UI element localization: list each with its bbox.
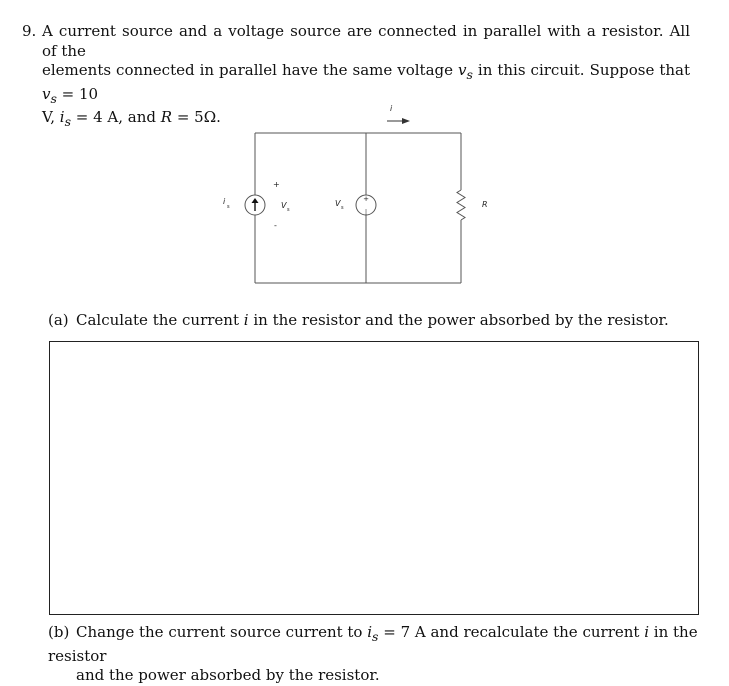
part-a-label: (a)	[48, 311, 69, 329]
var-i: i	[243, 311, 249, 329]
var-i-b: i	[644, 623, 650, 641]
part-b-line-2: and the power absorbed by the resistor.	[76, 666, 380, 684]
var-is-b: $i_s$	[367, 623, 379, 644]
is-label: i	[223, 197, 226, 206]
part-b-line-1: (b) Change the current source current to $i_s = 7$ A and recalculate the current i in the resistor	[48, 623, 698, 665]
vs-plus-label: +	[273, 180, 280, 189]
current-arrow-icon	[387, 118, 410, 124]
resistor-icon	[457, 190, 465, 220]
vs-label-left-sub: s	[287, 207, 290, 213]
question-line-3: V, $i_s = 4$ A, and R = 5Ω.	[42, 108, 221, 129]
vs-plus-inside: +	[363, 195, 369, 203]
answer-box-a[interactable]	[49, 341, 699, 615]
var-vs: $v_s$	[458, 61, 473, 82]
vs-minus-label: -	[274, 221, 277, 230]
part-a-text: Calculate the current i in the resistor and the power absorbed by the resistor.	[76, 311, 669, 329]
question-number: 9.	[22, 22, 37, 40]
question-line-1: A current source and a voltage source are connected in parallel with a resistor. All of the	[42, 22, 690, 60]
var-R: R	[160, 108, 173, 126]
vs-label-left: V	[281, 201, 287, 210]
part-b	[48, 623, 708, 686]
circuit-diagram	[215, 100, 505, 295]
circuit-svg	[215, 100, 505, 295]
resistor-label: R	[482, 200, 488, 209]
is-sub: s	[227, 204, 230, 210]
vs-label-right: V	[335, 199, 341, 208]
part-b-label: (b)	[48, 623, 70, 641]
var-is: $i_s$	[59, 108, 71, 129]
voltage-source-icon	[356, 195, 376, 216]
current-source-icon	[245, 195, 265, 215]
vs-minus-inside: |	[364, 209, 368, 216]
var-vs-2: $v_s$	[42, 84, 57, 106]
part-a	[48, 311, 708, 331]
question-line-2: elements connected in parallel have the same voltage $v_s$ in this circuit. Suppose that $v_s = 10$	[42, 61, 690, 106]
vs-label-right-sub: s	[341, 205, 344, 211]
current-label: i	[390, 104, 393, 113]
